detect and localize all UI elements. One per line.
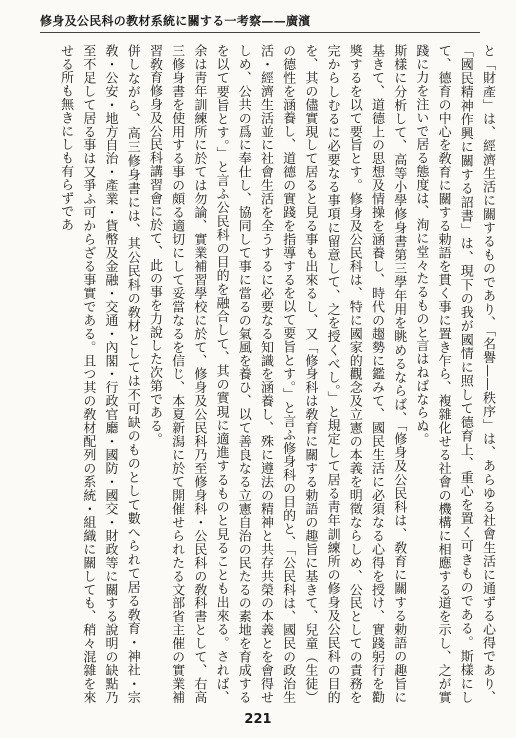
paragraph-2: 斯樣に分析して、高等小學修身書第三學年用を眺めるならば、「修身及公民科は、敎育に關する勅語の趣旨に基きて、道德上の思想及情操を涵養し、時代の趨勢に鑑みて、國民生活に必須なる心得を授け、實踐躬行を勸奬するを以て要旨とす。修身及公民科は、特に國家的觀念及立憲の本義を明徵ならしめ、公民としての責務を完からしむるに必要なる事項に留意して、之を授くべし。」と規定して居る靑年訓練所の修身及公民科の目的を、其の儘實現して居ると見る事も出來るし、又「修身科は敎育に關する勅語の趣旨に基きて、兒童（生徒）の德性を涵養し、道德の實踐を指導するを以て要旨とす。」と言ふ修身科の目的と、「公民科は、國民の政治生活・經濟生活並に社會生活を全うするに必要なる知識を涵養し、殊に遵法の精神と共存共榮の本義とを會得せしめ、公共の爲に奉仕し、協同して事に當るの氣風を養ひ、以て善良なる立憲自治の民たるの素地を育成するを以て要旨とす。」と言ふ公民科の目的を融合して、其の實現に適進するものと見ることも出來る。されば、余は靑年訓練所に於ては勿論、實業補習學校に於て、修身及公民科乃至修身科・公民科の敎科書として、右高三修身書を使用する事の頗る適切にして妥當なるを信じ、本夏新潟に於て開催せられたる文部省主催の實業補習敎育修身及公民科講習會に於て、此の事を力說した次第である。: [146, 44, 407, 704]
body-text: [20, 44, 498, 704]
running-header: 修身及公民科の教材系統に關する一考察——廣濱: [40, 14, 311, 28]
page-number: 221: [244, 712, 272, 727]
paragraph-1: と「財產」は、經濟生活に關するものであり、「名譽——秩序」は、あらゆる社會生活に通ずる心得であり、「國民精神作興に關する詔書」は、現下の我が國情に照して德育上、重心を置く可きものである。斯樣にして、德育の中心を敎育に關する勅語を貫く事に置き乍ら、複雜化せる社會の機構に相應する道を示し、之が實踐に力を注いで居る態度は、洵に堂々たるものと言はねばならぬ。: [413, 44, 495, 704]
header-rule: [40, 32, 480, 33]
paragraph-3: 併しながら、高三修身書には、其公民科の敎材としては不可缺のものとして數へられて居る敎育・神社・宗敎・公安・地方自治・產業・貨幣及金融・交通・內閣・行政官廳・國防・國交・財政等に關する說明の缺點乃至不足して居る事は又爭ふ可からざる事實である。且つ其の敎材配列の系統・組織に關しても、稍々混雜を來せる所も無きにしも有らずであ: [58, 44, 140, 704]
